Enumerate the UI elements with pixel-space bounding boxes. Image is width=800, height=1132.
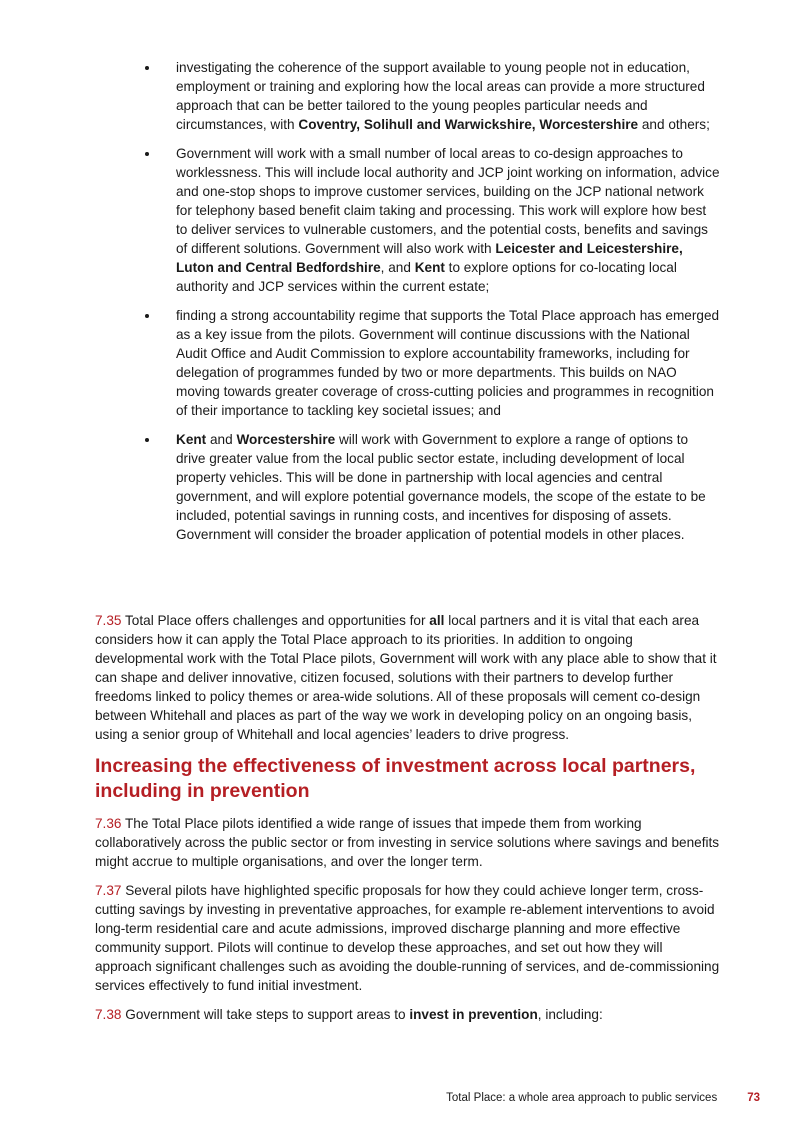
paragraph-number: 7.38 <box>95 1007 122 1022</box>
paragraph-7-35: 7.35 Total Place offers challenges and opportunities for all local partners and it is vital that each area considers how it can apply the Total Place approach to its priorities. In addition to ongoing developmental work with the Total Place pilots, Government will work with any place able to show that it can shape and deliver innovative, citizen focused, solutions with their partners to develop further freedoms linked to policy themes or area-wide solutions. All of these proposals will cement co-design between Whitehall and places as part of the way we work in developing policy on an ongoing basis, using a senior group of Whitehall and local agencies’ leaders to drive progress. <box>95 613 717 742</box>
list-item: Kent and Worcestershire will work with Government to explore a range of options to drive greater value from the local public sector estate, including development of local property vehicles. This will be done in partnership with local agencies and central government, and will explore potential governance models, the scope of the estate to be included, potential savings in running costs, and incentives for disposing of assets. Government will consider the broader application of potential models in other places. <box>145 430 720 544</box>
bullet-icon <box>145 314 149 318</box>
paragraph-number: 7.37 <box>95 883 122 898</box>
body-text <box>95 611 720 1034</box>
place-names: Kent <box>414 260 445 275</box>
place-names: Kent <box>176 432 207 447</box>
bullet-icon <box>145 66 149 70</box>
place-names: Leicester and Leicestershire, Luton and Central Bedfordshire <box>176 241 683 275</box>
section-heading: Increasing the effectiveness of investment across local partners, including in prevention <box>95 755 696 802</box>
paragraph-number: 7.35 <box>95 613 122 628</box>
bullet-icon <box>145 438 149 442</box>
list-item: investigating the coherence of the support available to young people not in education, employment or training and exploring how the local areas can provide a more structured approach that can be better tailored to the young peoples particular needs and circumstances, with Coventry, Solihull and Warwickshire, Worcestershire and others; <box>145 58 720 134</box>
paragraph-number: 7.36 <box>95 816 122 831</box>
place-names: Worcestershire <box>236 432 336 447</box>
list-item: finding a strong accountability regime that supports the Total Place approach has emerged as a key issue from the pilots. Government will continue discussions with the National Audit Office and Audit Commission to explore accountability frameworks, including for delegation of programmes funded by two or more departments. This builds on NAO moving towards greater coverage of cross-cutting policies and programmes in recognition of their importance to tackling key societal issues; and <box>145 306 720 420</box>
bullet-list <box>145 58 720 554</box>
paragraph-7-37: 7.37 Several pilots have highlighted specific proposals for how they could achieve longer term, cross-cutting savings by investing in preventative approaches, for example re-ablement interventions to avoid long-term residential care and acute admissions, improved discharge planning and more effective community support. Pilots will continue to develop these approaches, and set out how they will approach significant challenges such as avoiding the double-running of services, and de-commissioning services effectively to fund initial investment. <box>95 883 720 993</box>
place-names: Coventry, Solihull and Warwickshire, Worcestershire <box>298 117 639 132</box>
bullet-icon <box>145 152 149 156</box>
paragraph-7-38: 7.38 Government will take steps to support areas to invest in prevention, including: <box>95 1007 603 1022</box>
page-footer <box>446 1090 760 1106</box>
page-number: 73 <box>747 1092 760 1104</box>
footer-title: Total Place: a whole area approach to public services <box>446 1092 718 1104</box>
list-item: Government will work with a small number of local areas to co-design approaches to worklessness. This will include local authority and JCP joint working on information, advice and one-stop shops to improve customer services, building on the JCP national network for telephony based benefit claim taking and processing. This work will explore how best to deliver services to vulnerable customers, and the potential costs, benefits and savings of different solutions. Government will also work with Leicester and Leicestershire, Luton and Central Bedfordshire, and Kent to explore options for co-locating local authority and JCP services within the current estate; <box>145 144 720 296</box>
paragraph-7-36: 7.36 The Total Place pilots identified a wide range of issues that impede them from working collaboratively across the public sector or from investing in service solutions where savings and benefits might accrue to multiple organisations, and over the longer term. <box>95 816 720 869</box>
